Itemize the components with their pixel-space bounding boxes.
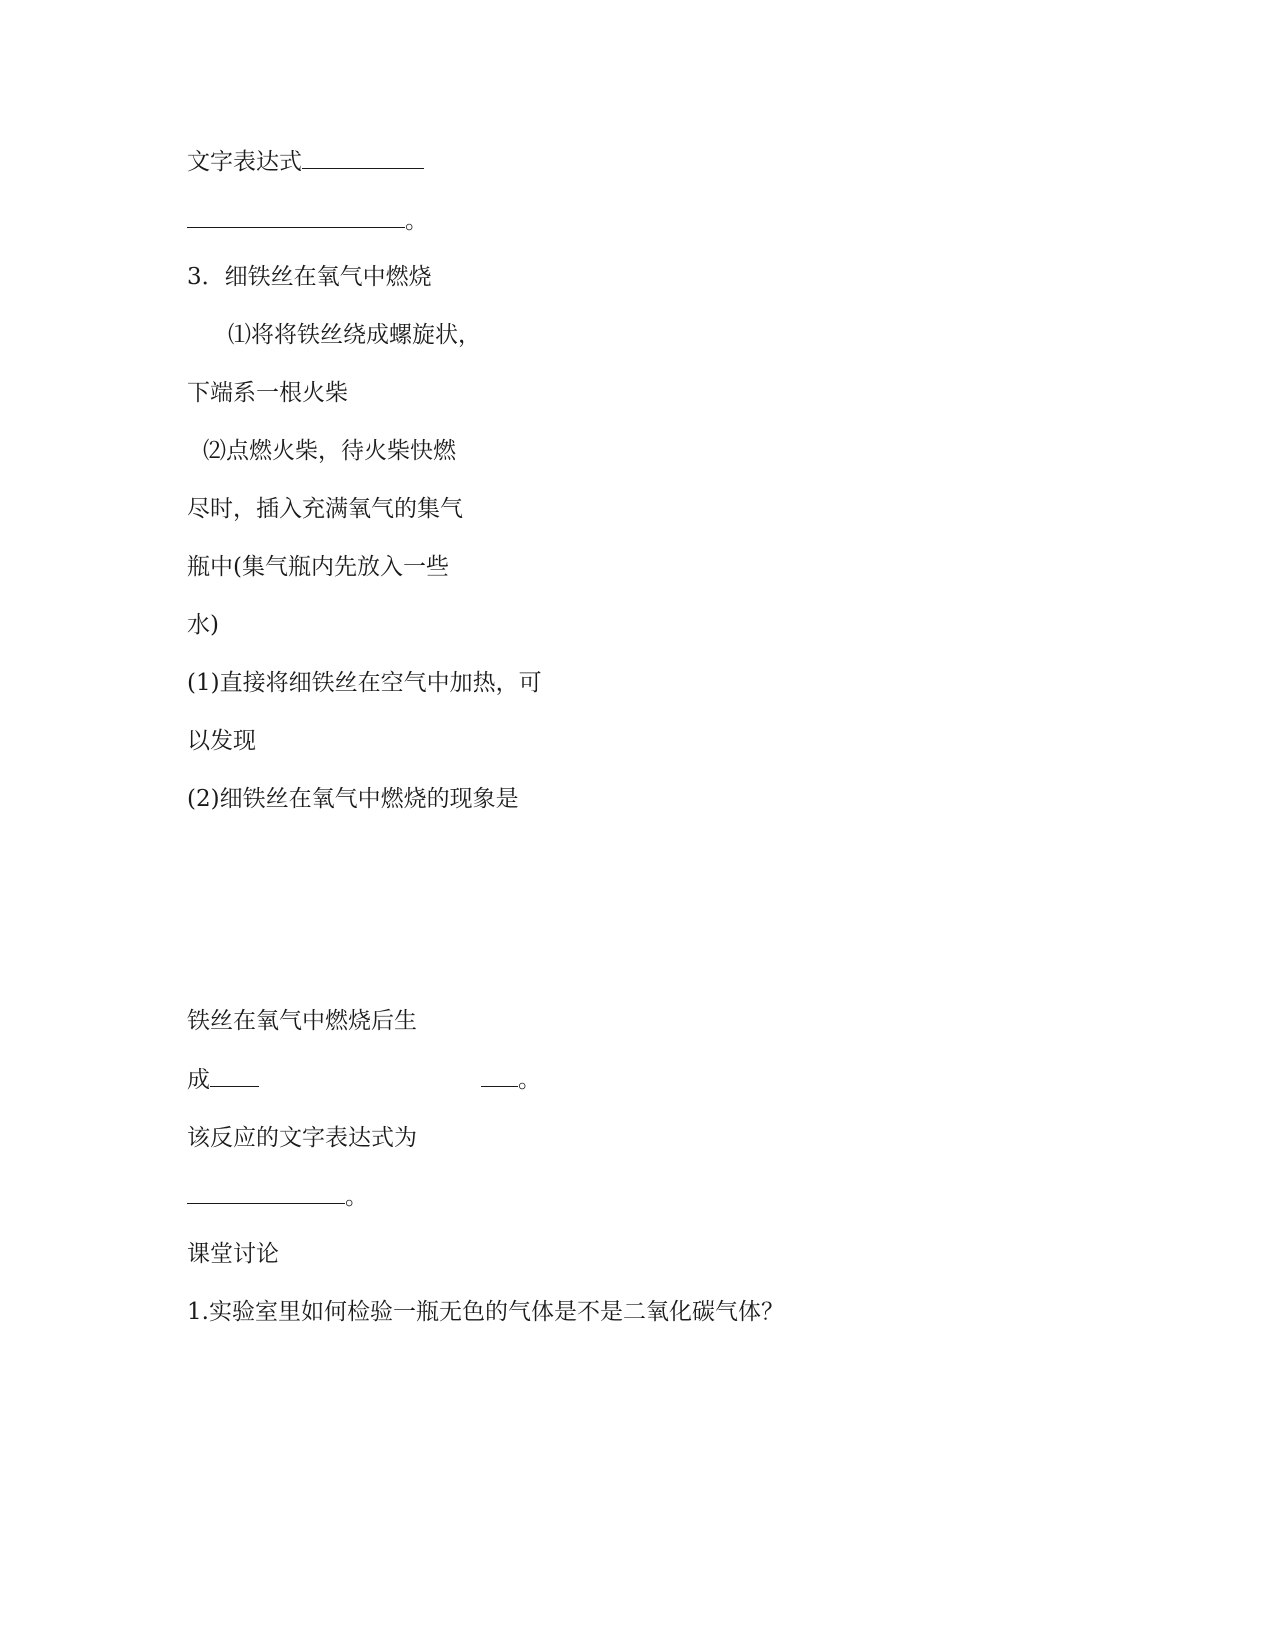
question-1-continuation <box>187 726 256 756</box>
period-mark: 。 <box>345 1184 368 1210</box>
period-mark: 。 <box>518 1067 541 1093</box>
period-mark: 。 <box>405 208 428 234</box>
step-1-text: ⑴将将铁丝绕成螺旋状， <box>228 322 481 348</box>
expression-label: 文字表达式 <box>187 149 302 175</box>
section-heading-text: 3．细铁丝在氧气中燃烧 <box>187 264 432 290</box>
product-answer-start: 成 <box>187 1067 210 1093</box>
step-2-continuation-3 <box>187 610 219 640</box>
discussion-question-1-text: 1.实验室里如何检验一瓶无色的气体是不是二氧化碳气体？ <box>187 1299 784 1325</box>
step-2-continuation-text: 水) <box>187 612 219 638</box>
answer-blank[interactable] <box>187 1181 345 1204</box>
expression-continuation-line <box>187 205 428 236</box>
step-1-continuation <box>187 378 348 408</box>
question-1-continuation-text: 以发现 <box>187 728 256 754</box>
question-2-line <box>187 784 519 814</box>
question-1-line <box>187 668 542 698</box>
product-statement-line <box>187 1006 417 1036</box>
step-2-text: ⑵点燃火柴，待火柴快燃 <box>203 438 456 464</box>
reaction-expression-text: 该反应的文字表达式为 <box>187 1125 417 1151</box>
discussion-heading <box>187 1239 279 1269</box>
expression-prompt-line <box>187 146 424 177</box>
answer-blank[interactable] <box>210 1064 259 1087</box>
step-1-continuation-text: 下端系一根火柴 <box>187 380 348 406</box>
step-2-line <box>203 436 456 466</box>
step-2-continuation-text: 尽时，插入充满氧气的集气 <box>187 496 463 522</box>
answer-blank[interactable] <box>187 205 405 228</box>
reaction-expression-line <box>187 1123 417 1153</box>
step-2-continuation-2 <box>187 552 449 582</box>
answer-blank[interactable] <box>481 1064 518 1087</box>
product-answer-line <box>187 1064 541 1095</box>
question-1-text: (1)直接将细铁丝在空气中加热，可 <box>187 670 542 696</box>
step-2-continuation-text: 瓶中(集气瓶内先放入一些 <box>187 554 449 580</box>
discussion-question-1 <box>187 1297 784 1327</box>
section-heading-iron-wire <box>187 262 432 292</box>
reaction-expression-answer-line <box>187 1181 368 1212</box>
question-2-text: (2)细铁丝在氧气中燃烧的现象是 <box>187 786 519 812</box>
answer-blank[interactable] <box>302 146 424 169</box>
product-statement-text: 铁丝在氧气中燃烧后生 <box>187 1008 417 1034</box>
step-2-continuation-1 <box>187 494 463 524</box>
step-1-line <box>228 320 481 350</box>
discussion-heading-text: 课堂讨论 <box>187 1241 279 1267</box>
